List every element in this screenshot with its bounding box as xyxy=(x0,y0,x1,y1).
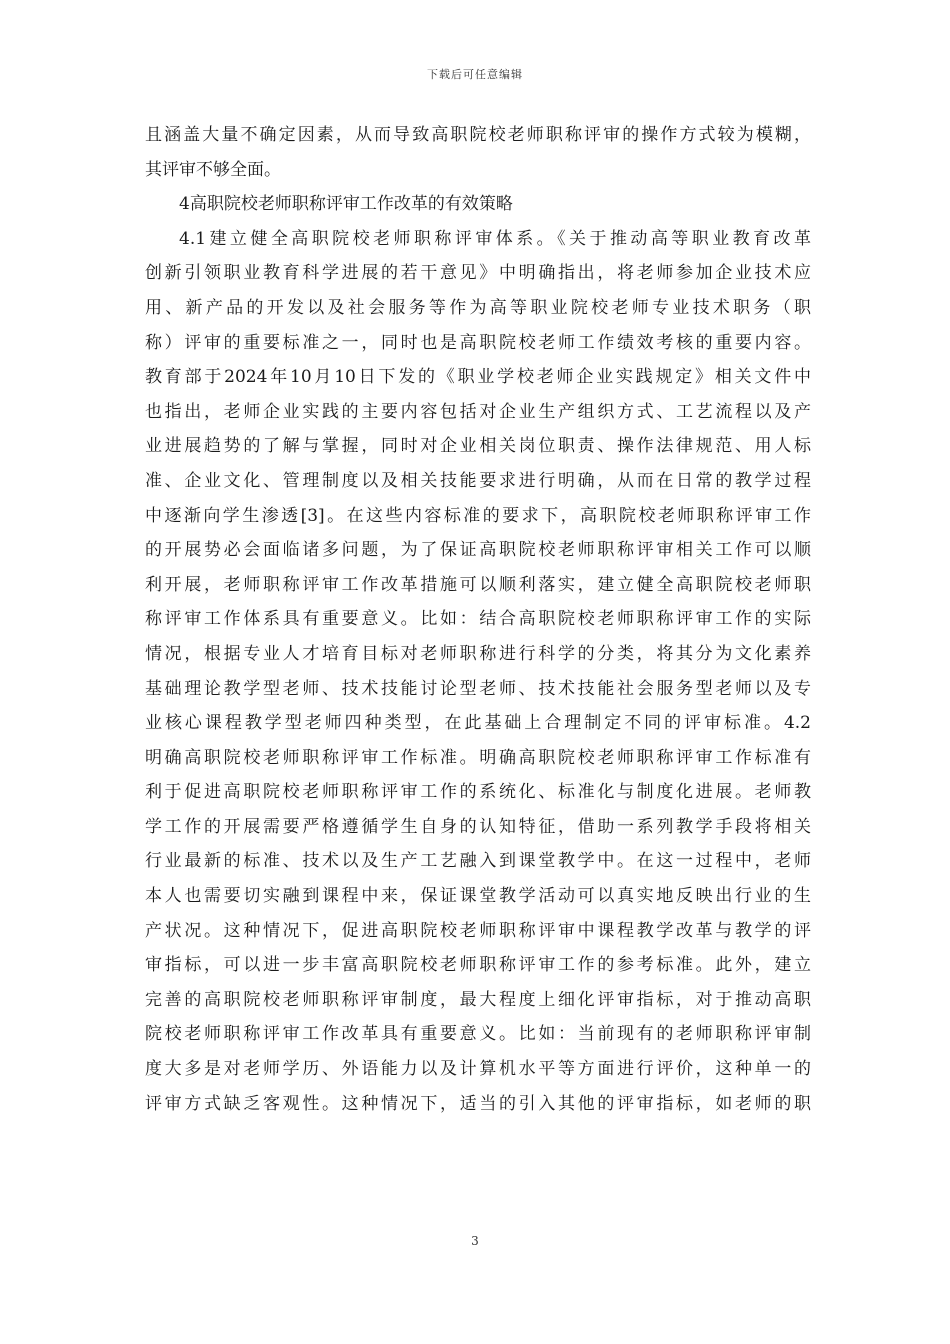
body-line: 审指标，可以进一步丰富高职院校老师职称评审工作的参考标准。此外，建立 xyxy=(145,955,811,976)
section-heading: 4高职院校老师职称评审工作改革的有效策略 xyxy=(179,194,513,215)
body-line: 称评审工作体系具有重要意义。比如：结合高职院校老师职称评审工作的实际 xyxy=(145,609,811,630)
body-line: 完善的高职院校老师职称评审制度，最大程度上细化评审指标，对于推动高职 xyxy=(145,989,811,1010)
body-line: 产状况。这种情况下，促进高职院校老师职称评审中课程教学改革与教学的评 xyxy=(145,920,811,941)
body-line: 创新引领职业教育科学进展的若干意见》中明确指出，将老师参加企业技术应 xyxy=(145,263,811,284)
body-line: 明确高职院校老师职称评审工作标准。明确高职院校老师职称评审工作标准有 xyxy=(145,747,811,768)
body-line: 基础理论教学型老师、技术技能讨论型老师、技术技能社会服务型老师以及专 xyxy=(145,678,811,699)
body-line: 度大多是对老师学历、外语能力以及计算机水平等方面进行评价，这种单一的 xyxy=(145,1059,811,1080)
body-line: 准、企业文化、管理制度以及相关技能要求进行明确，从而在日常的教学过程 xyxy=(145,470,811,491)
body-line: 学工作的开展需要严格遵循学生自身的认知特征，借助一系列教学手段将相关 xyxy=(145,816,811,837)
body-line: 本人也需要切实融到课程中来，保证课堂教学活动可以真实地反映出行业的生 xyxy=(145,886,811,907)
body-line: 业进展趋势的了解与掌握，同时对企业相关岗位职责、操作法律规范、用人标 xyxy=(145,436,811,457)
body-line: 利于促进高职院校老师职称评审工作的系统化、标准化与制度化进展。老师教 xyxy=(145,782,811,803)
body-line: 院校老师职称评审工作改革具有重要意义。比如：当前现有的老师职称评审制 xyxy=(145,1024,811,1045)
header-note: 下载后可任意编辑 xyxy=(427,68,523,81)
body-line: 业核心课程教学型老师四种类型，在此基础上合理制定不同的评审标准。4.2 xyxy=(145,713,811,734)
body-line: 利开展，老师职称评审工作改革措施可以顺利落实，建立健全高职院校老师职 xyxy=(145,574,811,595)
page-number: 3 xyxy=(471,1234,479,1248)
document-body xyxy=(145,118,811,1121)
body-line: 教育部于2024年10月10日下发的《职业学校老师企业实践规定》相关文件中 xyxy=(145,367,811,388)
body-line: 称）评审的重要标准之一，同时也是高职院校老师工作绩效考核的重要内容。 xyxy=(145,332,811,353)
body-line: 其评审不够全面。 xyxy=(145,159,281,180)
body-line: 的开展势必会面临诸多问题，为了保证高职院校老师职称评审相关工作可以顺 xyxy=(145,540,811,561)
body-line: 中逐渐向学生渗透[3]。在这些内容标准的要求下，高职院校老师职称评审工作 xyxy=(145,505,811,526)
body-line: 行业最新的标准、技术以及生产工艺融入到课堂教学中。在这一过程中，老师 xyxy=(145,851,811,872)
body-line: 4.1建立健全高职院校老师职称评审体系。《关于推动高等职业教育改革 xyxy=(179,228,811,249)
body-line: 且涵盖大量不确定因素，从而导致高职院校老师职称评审的操作方式较为模糊， xyxy=(145,125,811,145)
body-line: 用、新产品的开发以及社会服务等作为高等职业院校老师专业技术职务（职 xyxy=(145,297,811,318)
body-line: 情况，根据专业人才培育目标对老师职称进行科学的分类，将其分为文化素养 xyxy=(145,643,811,664)
body-line: 评审方式缺乏客观性。这种情况下，适当的引入其他的评审指标，如老师的职 xyxy=(145,1093,811,1114)
body-line: 也指出，老师企业实践的主要内容包括对企业生产组织方式、工艺流程以及产 xyxy=(145,401,811,422)
